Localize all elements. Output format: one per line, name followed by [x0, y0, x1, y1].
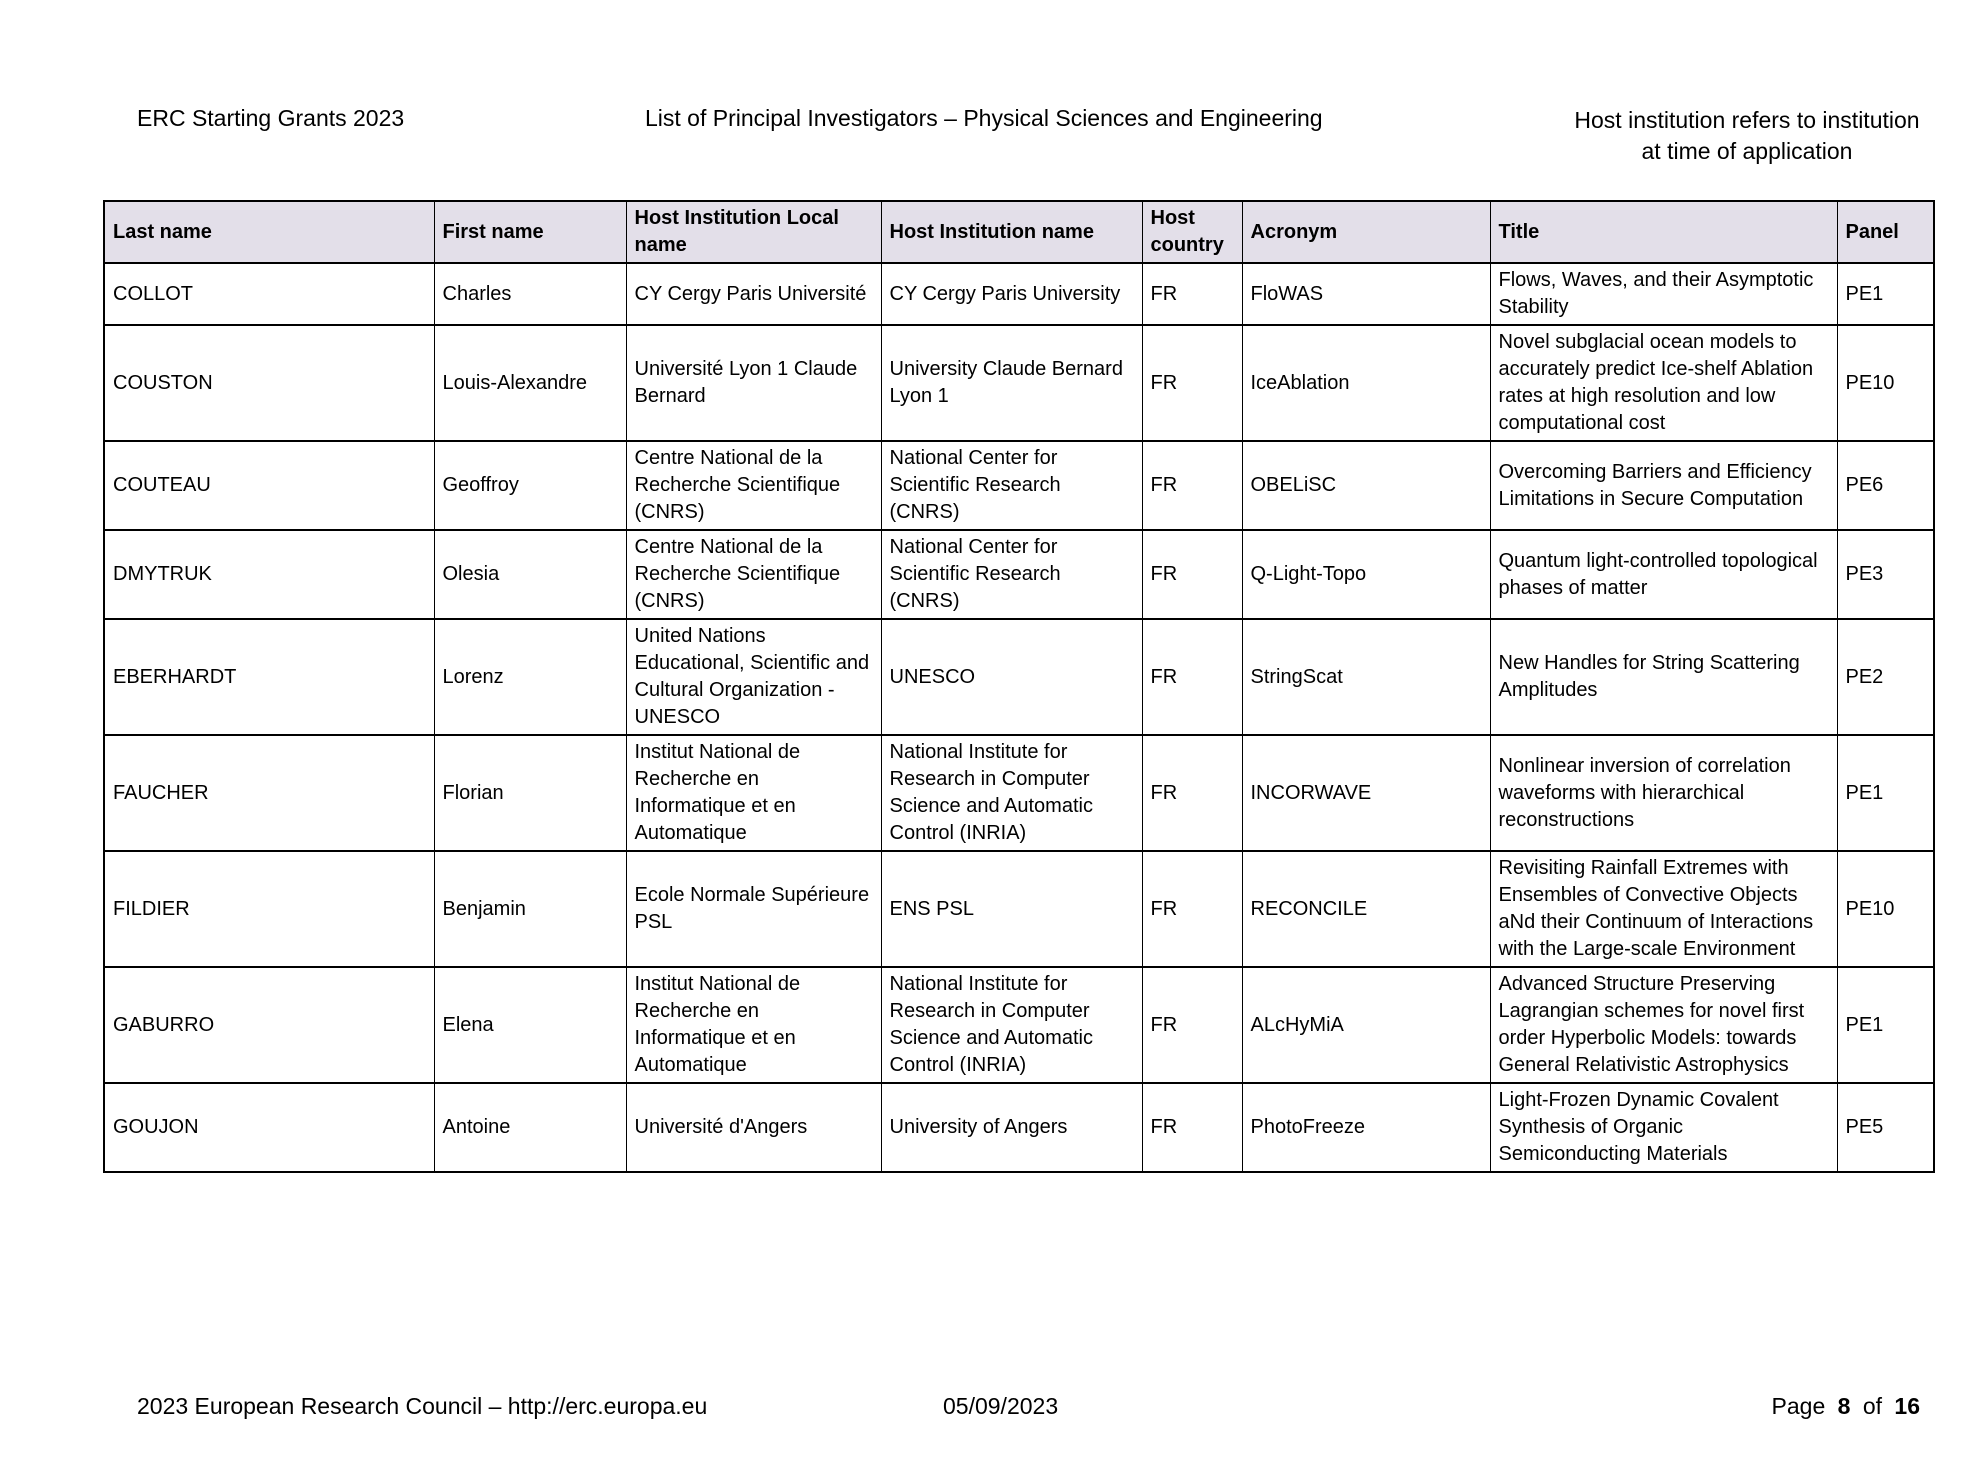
cell-host_country: FR: [1142, 325, 1242, 441]
host-institution-note-line1: Host institution refers to institution: [1574, 107, 1920, 133]
cell-first_name: Benjamin: [434, 851, 626, 967]
cell-host_local: Université Lyon 1 Claude Bernard: [626, 325, 881, 441]
table-body: [104, 263, 1934, 1172]
cell-acronym: RECONCILE: [1242, 851, 1490, 967]
cell-host_country: FR: [1142, 735, 1242, 851]
cell-title: Novel subglacial ocean models to accurately predict Ice-shelf Ablation rates at high resolution and low computational cost: [1490, 325, 1837, 441]
footer-page-indicator: [1772, 1393, 1920, 1420]
cell-last_name: FAUCHER: [104, 735, 434, 851]
cell-panel: PE10: [1837, 851, 1934, 967]
cell-host_country: FR: [1142, 851, 1242, 967]
footer-page-number: 8: [1837, 1393, 1851, 1419]
cell-first_name: Louis-Alexandre: [434, 325, 626, 441]
cell-host_name: National Institute for Research in Computer Science and Automatic Control (INRIA): [881, 967, 1142, 1083]
column-header-host_name: Host Institution name: [881, 201, 1142, 263]
cell-last_name: COLLOT: [104, 263, 434, 325]
cell-last_name: GABURRO: [104, 967, 434, 1083]
cell-title: Overcoming Barriers and Efficiency Limitations in Secure Computation: [1490, 441, 1837, 530]
cell-host_country: FR: [1142, 619, 1242, 735]
cell-host_local: Institut National de Recherche en Informatique et en Automatique: [626, 735, 881, 851]
cell-panel: PE1: [1837, 967, 1934, 1083]
cell-acronym: FloWAS: [1242, 263, 1490, 325]
cell-host_local: Centre National de la Recherche Scientifique (CNRS): [626, 441, 881, 530]
table-row: [104, 325, 1934, 441]
cell-panel: PE10: [1837, 325, 1934, 441]
cell-last_name: COUTEAU: [104, 441, 434, 530]
cell-panel: PE3: [1837, 530, 1934, 619]
cell-acronym: ALcHyMiA: [1242, 967, 1490, 1083]
cell-host_local: Centre National de la Recherche Scientifique (CNRS): [626, 530, 881, 619]
cell-acronym: Q-Light-Topo: [1242, 530, 1490, 619]
cell-title: Revisiting Rainfall Extremes with Ensembles of Convective Objects aNd their Continuum of Interactions with the Large-scale Environment: [1490, 851, 1837, 967]
page-title: ERC Starting Grants 2023: [137, 105, 405, 131]
cell-acronym: INCORWAVE: [1242, 735, 1490, 851]
cell-title: Quantum light-controlled topological phases of matter: [1490, 530, 1837, 619]
cell-first_name: Elena: [434, 967, 626, 1083]
host-institution-note: [1522, 105, 1972, 167]
cell-acronym: IceAblation: [1242, 325, 1490, 441]
table-header-row: [104, 201, 1934, 263]
table-row: [104, 530, 1934, 619]
cell-title: Advanced Structure Preserving Lagrangian schemes for novel first order Hyperbolic Models: towards General Relativistic Astrophysics: [1490, 967, 1837, 1083]
pi-table: [103, 200, 1935, 1173]
cell-host_name: UNESCO: [881, 619, 1142, 735]
table-row: [104, 263, 1934, 325]
cell-host_local: Institut National de Recherche en Informatique et en Automatique: [626, 967, 881, 1083]
pi-table-container: [103, 200, 1935, 1173]
column-header-acronym: Acronym: [1242, 201, 1490, 263]
cell-host_local: CY Cergy Paris Université: [626, 263, 881, 325]
cell-host_name: National Center for Scientific Research (CNRS): [881, 530, 1142, 619]
column-header-host_country: Host country: [1142, 201, 1242, 263]
table-row: [104, 967, 1934, 1083]
cell-panel: PE1: [1837, 263, 1934, 325]
cell-panel: PE5: [1837, 1083, 1934, 1172]
column-header-panel: Panel: [1837, 201, 1934, 263]
cell-first_name: Antoine: [434, 1083, 626, 1172]
footer-page-total: 16: [1894, 1393, 1920, 1419]
cell-host_name: University Claude Bernard Lyon 1: [881, 325, 1142, 441]
cell-last_name: COUSTON: [104, 325, 434, 441]
column-header-first_name: First name: [434, 201, 626, 263]
cell-title: New Handles for String Scattering Amplitudes: [1490, 619, 1837, 735]
cell-first_name: Charles: [434, 263, 626, 325]
cell-host_country: FR: [1142, 441, 1242, 530]
table-row: [104, 1083, 1934, 1172]
cell-host_name: National Institute for Research in Computer Science and Automatic Control (INRIA): [881, 735, 1142, 851]
table-row: [104, 619, 1934, 735]
cell-first_name: Geoffroy: [434, 441, 626, 530]
cell-last_name: EBERHARDT: [104, 619, 434, 735]
cell-host_country: FR: [1142, 263, 1242, 325]
cell-panel: PE1: [1837, 735, 1934, 851]
cell-host_local: United Nations Educational, Scientific and Cultural Organization - UNESCO: [626, 619, 881, 735]
cell-host_local: Ecole Normale Supérieure PSL: [626, 851, 881, 967]
column-header-title: Title: [1490, 201, 1837, 263]
cell-last_name: FILDIER: [104, 851, 434, 967]
cell-first_name: Florian: [434, 735, 626, 851]
table-row: [104, 441, 1934, 530]
cell-host_country: FR: [1142, 530, 1242, 619]
cell-acronym: StringScat: [1242, 619, 1490, 735]
table-row: [104, 735, 1934, 851]
cell-host_country: FR: [1142, 967, 1242, 1083]
cell-host_country: FR: [1142, 1083, 1242, 1172]
cell-host_local: Université d'Angers: [626, 1083, 881, 1172]
cell-acronym: PhotoFreeze: [1242, 1083, 1490, 1172]
column-header-host_local: Host Institution Local name: [626, 201, 881, 263]
host-institution-note-line2: at time of application: [1641, 138, 1853, 164]
footer-copyright: 2023 European Research Council – http://erc.europa.eu: [137, 1393, 708, 1419]
table-row: [104, 851, 1934, 967]
cell-last_name: DMYTRUK: [104, 530, 434, 619]
cell-host_name: CY Cergy Paris University: [881, 263, 1142, 325]
document-subtitle: List of Principal Investigators – Physical Sciences and Engineering: [645, 105, 1323, 131]
cell-first_name: Olesia: [434, 530, 626, 619]
cell-title: Nonlinear inversion of correlation waveforms with hierarchical reconstructions: [1490, 735, 1837, 851]
cell-first_name: Lorenz: [434, 619, 626, 735]
footer-page-word: Page: [1771, 1393, 1826, 1419]
cell-host_name: University of Angers: [881, 1083, 1142, 1172]
cell-host_name: National Center for Scientific Research (CNRS): [881, 441, 1142, 530]
cell-host_name: ENS PSL: [881, 851, 1142, 967]
column-header-last_name: Last name: [104, 201, 434, 263]
cell-panel: PE6: [1837, 441, 1934, 530]
footer-of-word: of: [1862, 1393, 1883, 1419]
cell-title: Flows, Waves, and their Asymptotic Stability: [1490, 263, 1837, 325]
cell-panel: PE2: [1837, 619, 1934, 735]
footer-date: 05/09/2023: [943, 1393, 1059, 1419]
cell-last_name: GOUJON: [104, 1083, 434, 1172]
cell-title: Light-Frozen Dynamic Covalent Synthesis of Organic Semiconducting Materials: [1490, 1083, 1837, 1172]
cell-acronym: OBELiSC: [1242, 441, 1490, 530]
